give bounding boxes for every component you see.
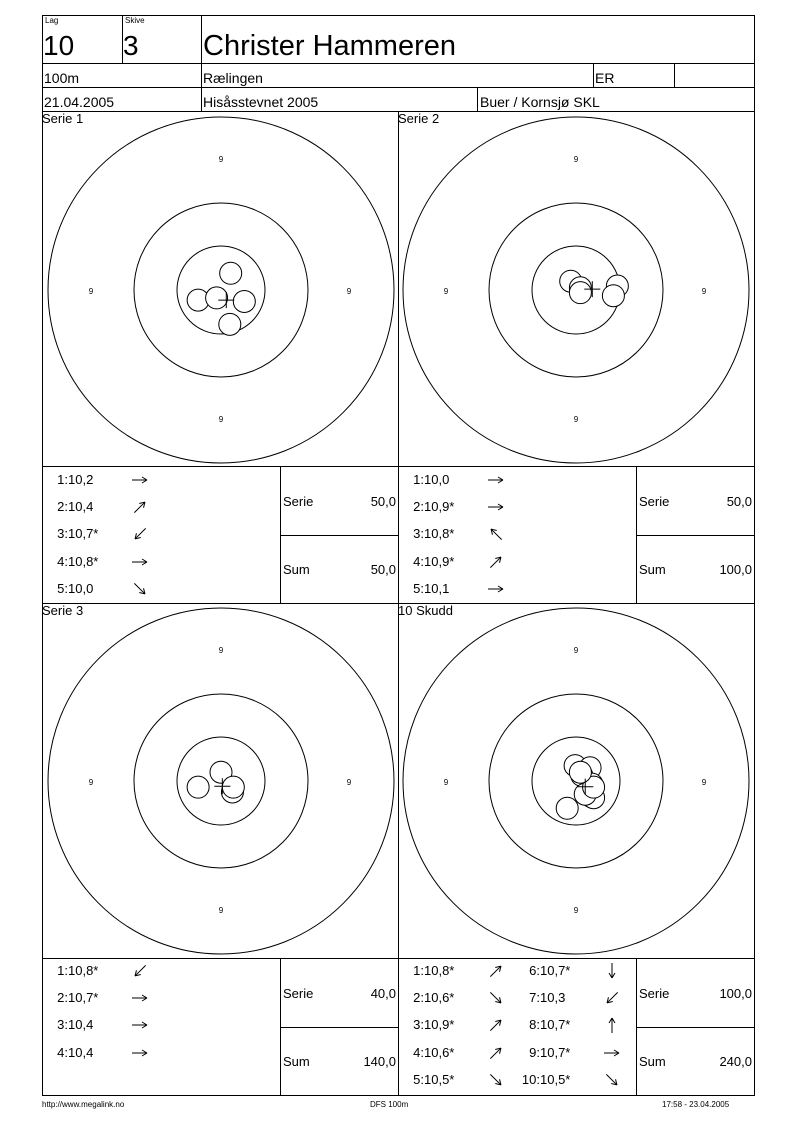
- shot-row: [398, 1073, 454, 1087]
- panel-divider: [636, 535, 755, 536]
- shot-direction-arrow-icon: [486, 1072, 506, 1088]
- shot-score: 10,9*: [424, 499, 455, 515]
- range-name: Buer / Kornsjø SKL: [480, 94, 600, 110]
- ring-label: 9: [573, 415, 579, 424]
- shot-hole: [219, 313, 241, 335]
- sum-label: Sum: [283, 562, 310, 577]
- shooter-name: Christer Hammeren: [203, 30, 456, 62]
- target-serie-2: [401, 115, 751, 465]
- shot-number: 9:: [529, 1044, 540, 1060]
- serie-label: Serie: [283, 494, 314, 509]
- shot-row: [514, 1073, 570, 1087]
- serie-value: 100,0: [719, 986, 752, 1001]
- shot-score: 10,0: [68, 580, 94, 596]
- serie-label: Serie: [639, 986, 670, 1001]
- shot-row: [398, 1046, 454, 1060]
- target-title-total: 10 Skudd: [398, 603, 453, 618]
- target-title-serie-1: Serie 1: [42, 111, 84, 126]
- shot-score: 10,9*: [424, 553, 455, 569]
- shot-row: [514, 1046, 570, 1060]
- shot-direction-arrow-icon: [130, 1045, 150, 1061]
- shot-number: 8:: [529, 1017, 540, 1033]
- sum-value: 100,0: [719, 562, 752, 577]
- shot-score: 10,4: [68, 1017, 94, 1033]
- class-code: ER: [595, 70, 615, 86]
- distance: 100m: [44, 70, 80, 86]
- shot-direction-arrow-icon: [130, 1017, 150, 1033]
- shot-number: 4:: [57, 553, 68, 569]
- shot-score: 10,7*: [540, 1044, 571, 1060]
- shot-score: 10,8*: [424, 963, 455, 978]
- sum-label: Sum: [283, 1054, 310, 1069]
- ring-label: 9: [443, 778, 449, 787]
- grid-divider: [42, 958, 755, 959]
- shot-direction-arrow-icon: [130, 472, 150, 488]
- serie-label: Serie: [283, 986, 314, 1001]
- footer-printed: 17:58 - 23.04.2005: [662, 1100, 730, 1109]
- shot-number: 10:: [521, 1071, 540, 1087]
- lag-label: Lag: [45, 16, 59, 25]
- shot-row: [42, 582, 93, 596]
- shot-number: 1:: [413, 472, 424, 487]
- shot-row: [398, 527, 454, 541]
- shot-number: 5:: [57, 580, 68, 596]
- shot-row: [42, 964, 98, 978]
- shot-direction-arrow-icon: [486, 526, 506, 542]
- footer-website[interactable]: http://www.megalink.no: [42, 1100, 125, 1109]
- shot-direction-arrow-icon: [130, 554, 150, 570]
- ring-label: 9: [218, 415, 224, 424]
- shot-number: 6:: [529, 963, 540, 978]
- serie-value: 40,0: [370, 986, 396, 1001]
- shot-direction-arrow-icon: [602, 1045, 622, 1061]
- panel-divider: [636, 1027, 755, 1028]
- shot-number: 1:: [57, 472, 68, 487]
- shot-direction-arrow-icon: [130, 581, 150, 597]
- ring-label: 9: [88, 287, 94, 296]
- shot-row: [42, 991, 98, 1005]
- shot-number: 3:: [413, 1017, 424, 1033]
- shot-number: 4:: [413, 553, 424, 569]
- shot-score: 10,8*: [68, 963, 99, 978]
- shot-row: [42, 473, 93, 487]
- header-divider: [201, 15, 202, 111]
- shot-number: 5:: [413, 1071, 424, 1087]
- shot-number: 2:: [57, 990, 68, 1006]
- shot-score: 10,5*: [424, 1071, 455, 1087]
- ring-label: 9: [218, 155, 224, 164]
- shot-row: [398, 991, 454, 1005]
- sum-label: Sum: [639, 562, 666, 577]
- shot-score: 10,0: [424, 472, 450, 487]
- ring-label: 9: [218, 646, 224, 655]
- shot-direction-arrow-icon: [486, 1017, 506, 1033]
- shot-direction-arrow-icon: [486, 990, 506, 1006]
- ring-label: 9: [218, 906, 224, 915]
- shot-row: [398, 473, 449, 487]
- ring-label: 9: [346, 778, 352, 787]
- shot-row: [398, 582, 449, 596]
- ring-label: 9: [88, 778, 94, 787]
- shot-row: [398, 555, 454, 569]
- shot-direction-arrow-icon: [602, 990, 622, 1006]
- shot-score: 10,4: [68, 1044, 94, 1060]
- shot-direction-arrow-icon: [486, 1045, 506, 1061]
- target-serie-3: [46, 606, 396, 956]
- shot-direction-arrow-icon: [602, 1072, 622, 1088]
- shot-number: 4:: [57, 1044, 68, 1060]
- shot-number: 4:: [413, 1044, 424, 1060]
- shot-row: [514, 1018, 570, 1032]
- serie-value: 50,0: [370, 494, 396, 509]
- shot-row: [398, 964, 454, 978]
- shot-row: [42, 555, 98, 569]
- shot-number: 5:: [413, 580, 424, 596]
- shot-row: [514, 964, 570, 978]
- event-name: Hisåsstevnet 2005: [203, 94, 319, 110]
- footer-system: DFS 100m: [370, 1100, 409, 1109]
- shot-number: 7:: [529, 990, 540, 1006]
- shot-score: 10,2: [68, 472, 94, 487]
- shot-row: [42, 1018, 93, 1032]
- shot-hole: [206, 287, 228, 309]
- shot-direction-arrow-icon: [130, 990, 150, 1006]
- shot-score: 10,8*: [68, 553, 99, 569]
- ring-label: 9: [573, 906, 579, 915]
- target-title-serie-2: Serie 2: [398, 111, 440, 126]
- shot-direction-arrow-icon: [486, 472, 506, 488]
- shot-hole: [187, 776, 209, 798]
- shot-hole: [602, 285, 624, 307]
- shot-number: 1:: [57, 963, 68, 978]
- target-title-serie-3: Serie 3: [42, 603, 84, 618]
- shot-score: 10,5*: [540, 1071, 571, 1087]
- ring-label: 9: [346, 287, 352, 296]
- sum-value: 140,0: [363, 1054, 396, 1069]
- ring-label: 9: [701, 287, 707, 296]
- shot-direction-arrow-icon: [130, 499, 150, 515]
- shot-direction-arrow-icon: [602, 1017, 622, 1033]
- shot-score: 10,7*: [68, 990, 99, 1006]
- shot-direction-arrow-icon: [486, 581, 506, 597]
- shot-number: 3:: [57, 526, 68, 542]
- ring-label: 9: [701, 778, 707, 787]
- shot-number: 3:: [57, 1017, 68, 1033]
- grid-divider: [42, 466, 755, 467]
- shot-score: 10,6*: [424, 1044, 455, 1060]
- header-divider: [42, 87, 755, 88]
- shot-hole: [233, 290, 255, 312]
- shot-score: 10,1: [424, 580, 450, 596]
- shot-score: 10,7*: [540, 1017, 571, 1033]
- shot-number: 3:: [413, 526, 424, 542]
- shot-hole: [569, 761, 591, 783]
- shot-hole: [556, 797, 578, 819]
- shot-row: [42, 500, 93, 514]
- header-divider: [593, 63, 594, 87]
- panel-divider: [280, 1027, 398, 1028]
- shot-score: 10,7*: [540, 963, 571, 978]
- ring-label: 9: [573, 155, 579, 164]
- shot-direction-arrow-icon: [486, 554, 506, 570]
- ring-label: 9: [443, 287, 449, 296]
- header-divider: [674, 63, 675, 87]
- shot-direction-arrow-icon: [130, 526, 150, 542]
- shot-direction-arrow-icon: [130, 963, 150, 979]
- shot-number: 2:: [57, 499, 68, 515]
- shot-score: 10,6*: [424, 990, 455, 1006]
- shot-row: [42, 527, 98, 541]
- shot-hole: [222, 776, 244, 798]
- shot-score: 10,8*: [424, 526, 455, 542]
- shot-row: [398, 1018, 454, 1032]
- serie-value: 50,0: [726, 494, 752, 509]
- shot-hole: [220, 262, 242, 284]
- shot-row: [398, 500, 454, 514]
- target-total: [401, 606, 751, 956]
- sum-label: Sum: [639, 1054, 666, 1069]
- club-name: Rælingen: [203, 70, 263, 86]
- shot-score: 10,3: [540, 990, 566, 1006]
- header-divider: [477, 87, 478, 111]
- shot-number: 1:: [413, 963, 424, 978]
- shot-score: 10,9*: [424, 1017, 455, 1033]
- sum-value: 240,0: [719, 1054, 752, 1069]
- ring-label: 9: [573, 646, 579, 655]
- event-date: 21.04.2005: [44, 94, 115, 110]
- shot-direction-arrow-icon: [486, 963, 506, 979]
- target-serie-1: [46, 115, 396, 465]
- skive-value: 3: [123, 30, 139, 61]
- lag-value: 10: [43, 30, 75, 61]
- serie-label: Serie: [639, 494, 670, 509]
- shot-direction-arrow-icon: [602, 963, 622, 979]
- shot-score: 10,4: [68, 499, 94, 515]
- skive-label: Skive: [125, 16, 145, 25]
- shot-score: 10,7*: [68, 526, 99, 542]
- shot-row: [42, 1046, 93, 1060]
- shot-row: [514, 991, 565, 1005]
- shot-number: 2:: [413, 990, 424, 1006]
- shot-number: 2:: [413, 499, 424, 515]
- sum-value: 50,0: [370, 562, 396, 577]
- shot-direction-arrow-icon: [486, 499, 506, 515]
- shot-hole: [569, 282, 591, 304]
- panel-divider: [280, 535, 398, 536]
- header-divider: [42, 63, 755, 64]
